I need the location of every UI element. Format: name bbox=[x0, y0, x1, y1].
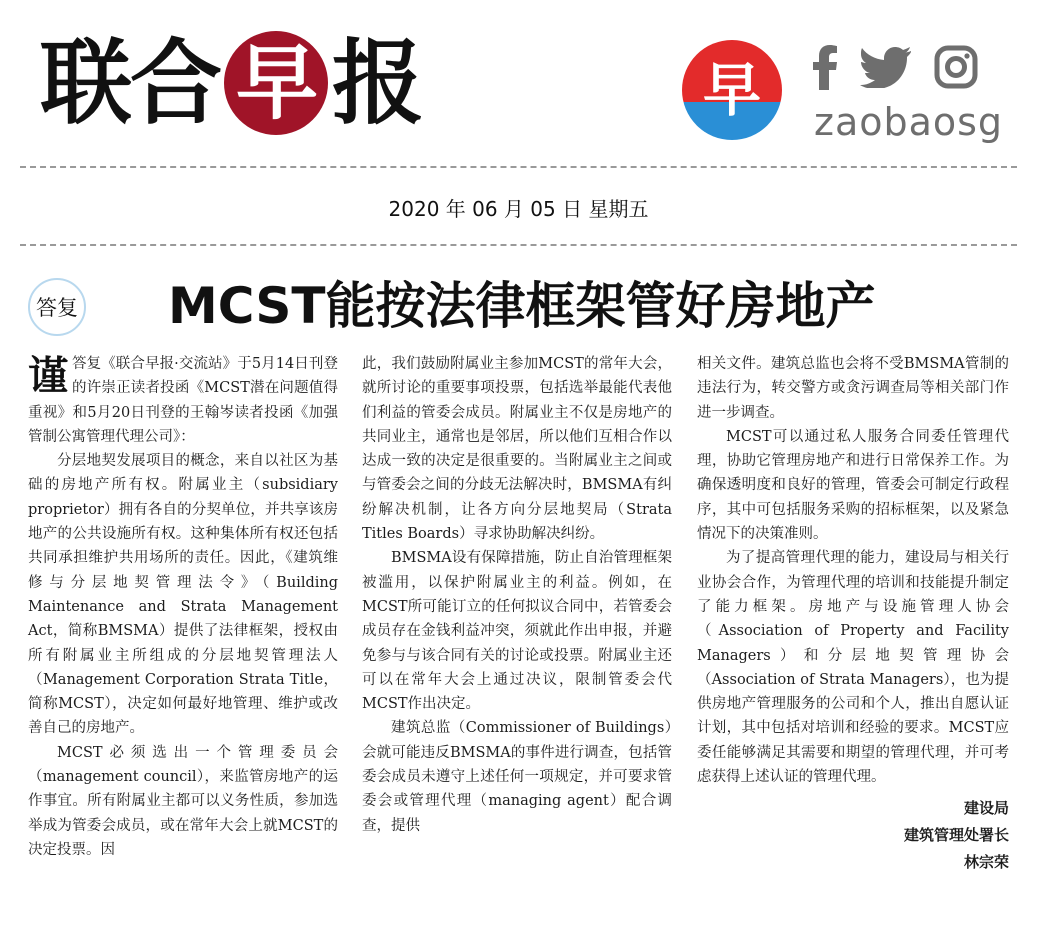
article-paragraph: MCST必须选出一个管理委员会（management council），来监管房地产的运作事宜。所有附属业主都可以义务性质，参加选举成为管委会成员，或在常年大会上就MCST的决定投票。因 bbox=[28, 744, 338, 858]
article-column-3 bbox=[697, 352, 1009, 876]
author-signature bbox=[697, 795, 1009, 876]
signature-org: 建设局 bbox=[963, 799, 1009, 818]
article-paragraph: 分层地契发展项目的概念，来自以社区为基础的房地产所有权。附属业主（subsidiary proprietor）拥有各自的分契单位，并共享该房地产的公共设施所有权。这种集体所有权还包括共同承担维护共用场所的责任。因此，《建筑维修与分层地契管理法令》（Building Maintenance and Strata Management Act，简称BMSMA）提供了法律框架，授权由所有附属业主所组成的分层地契管理法人（Management Corporation Strata Title，简称MCST），决定如何最好地管理、维护或改善自己的房地产。 bbox=[28, 453, 338, 737]
signature-name: 林宗荣 bbox=[963, 853, 1009, 872]
article-paragraph: 为了提高管理代理的能力，建设局与相关行业协会合作，为管理代理的培训和技能提升制定了能力框架。房地产与设施管理人协会（Association of Property and Facility Managers）和分层地契管理协会（Association of Strata Managers），也为提供房地产管理服务的公司和个人，推出自愿认证计划，其中包括对培训和经验的要求。MCST应委任能够满足其需要和期望的管理代理，并可考虑获得上述认证的管理代理。 bbox=[697, 550, 1009, 786]
article-paragraph: 此，我们鼓励附属业主参加MCST的常年大会，就所讨论的重要事项投票，包括选举最能代表他们利益的管委会成员。附属业主不仅是房地产的共同业主，通常也是邻居，所以他们互相合作以达成一致的决定是很重要的。当附属业主之间或与管委会之间的分歧无法解决时，BMSMA有纠纷解决机制，让各方向分层地契局（Strata Titles Boards）寻求协助解决纠纷。 bbox=[362, 356, 672, 543]
logo-char: 联 bbox=[40, 29, 131, 137]
article-paragraph: 相关文件。建筑总监也会将不受BMSMA管制的违法行为，转交警方或贪污调查局等相关部门作进一步调查。 bbox=[697, 356, 1009, 421]
instagram-icon[interactable] bbox=[934, 45, 978, 89]
logo-char: 报 bbox=[332, 29, 423, 137]
publication-date: 2020 年 06 月 05 日 星期五 bbox=[388, 197, 649, 221]
zaobao-circle-logo[interactable] bbox=[682, 40, 782, 140]
circle-logo-char: 早 bbox=[702, 56, 761, 124]
article-column-1 bbox=[28, 352, 338, 862]
social-icons bbox=[812, 44, 978, 90]
drop-cap: 谨 bbox=[28, 353, 68, 399]
article-headline: MCST能按法律框架管好房地产 bbox=[168, 277, 876, 335]
logo-char: 合 bbox=[130, 29, 221, 137]
divider bbox=[20, 166, 1017, 168]
article-column-2 bbox=[362, 352, 672, 838]
masthead bbox=[0, 0, 1037, 160]
article-paragraph: MCST可以通过私人服务合同委任管理代理，协助它管理房地产和进行日常保养工作。为确保透明度和良好的管理，管委会可制定行政程序，其中可包括服务采购的招标框架，以及紧急情况下的决策准则。 bbox=[697, 428, 1009, 543]
reply-badge: 答复 bbox=[28, 278, 86, 336]
article-paragraph: BMSMA设有保障措施，防止自治管理框架被滥用，以保护附属业主的利益。例如，在MCST所可能订立的任何拟议合同中，若管委会成员存在金钱利益冲突，须就此作出申报，并避免参与与该合同有关的讨论或投票。附属业主还可以在常年大会上通过决议，限制管委会代MCST作出决定。 bbox=[362, 550, 672, 713]
logo-char-zao: 早 bbox=[224, 31, 328, 135]
social-handle[interactable]: zaobaosg bbox=[814, 100, 1004, 144]
article-paragraph: 建筑总监（Commissioner of Buildings）会就可能违反BMSMA的事件进行调查，包括管委会成员未遵守上述任何一项规定，并可要求管委会或管理代理（managing agent）配合调查，提供 bbox=[362, 720, 672, 834]
newspaper-logo[interactable] bbox=[40, 28, 422, 138]
article-paragraph bbox=[28, 352, 338, 449]
signature-title: 建筑管理处署长 bbox=[903, 826, 1009, 845]
paragraph-text: 答复《联合早报·交流站》于5月14日刊登的许崇正读者投函《MCST潜在问题值得重视》和5月20日刊登的王翰岑读者投函《加强管制公寓管理代理公司》： bbox=[28, 356, 338, 445]
divider bbox=[20, 244, 1017, 246]
twitter-icon[interactable] bbox=[860, 46, 912, 88]
facebook-icon[interactable] bbox=[812, 44, 838, 90]
